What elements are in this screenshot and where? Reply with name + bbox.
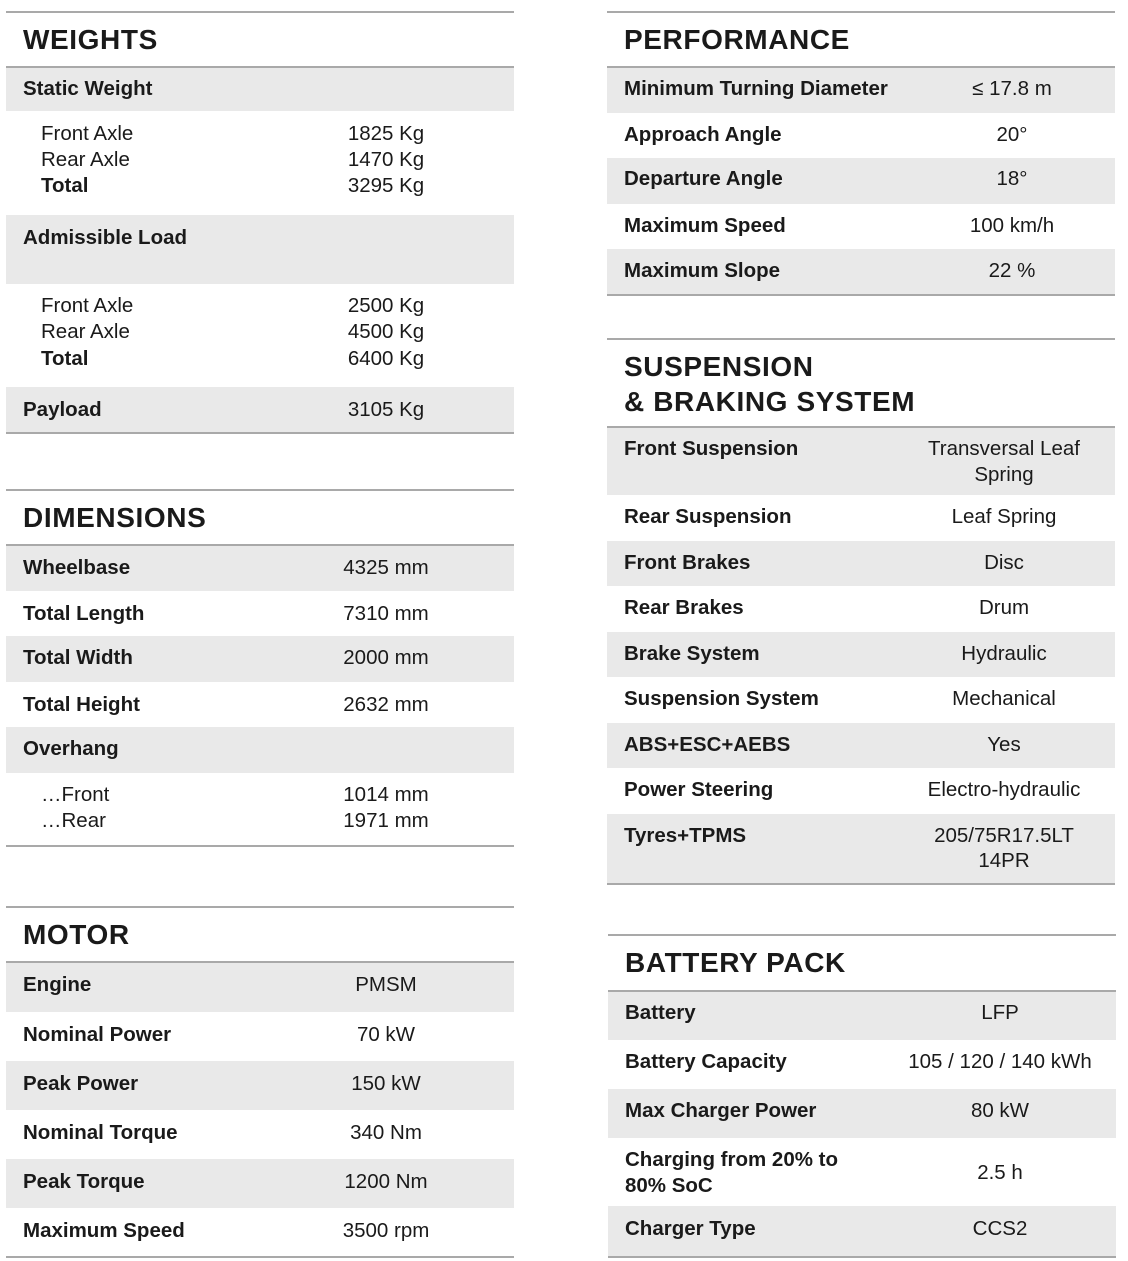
suspension-row (607, 723, 1115, 768)
suspension-value: Hydraulic (961, 642, 1047, 665)
suspension-label: Rear Brakes (624, 596, 744, 619)
admissible-rear-axle-value: 4500 Kg (347, 320, 425, 343)
motor-label: Engine (23, 973, 92, 996)
battery-value: 2.5 h (977, 1161, 1023, 1184)
weights-section (6, 11, 514, 435)
suspension-value: Yes (987, 733, 1021, 756)
suspension-value: Disc (984, 551, 1024, 574)
battery-value: LFP (981, 1001, 1019, 1024)
motor-value: 340 Nm (350, 1121, 422, 1144)
dimension-row (6, 546, 514, 591)
battery-value: 80 kW (970, 1099, 1030, 1122)
suspension-label: Power Steering (624, 778, 774, 801)
motor-row (6, 1208, 514, 1258)
suspension-value-line2: 14PR (978, 849, 1030, 872)
dimensions-section (6, 489, 514, 849)
weights-header (6, 11, 514, 68)
performance-value: ≤ 17.8 m (972, 77, 1052, 100)
motor-label: Nominal Power (23, 1023, 172, 1046)
battery-label: Battery Capacity (625, 1050, 787, 1073)
performance-row (607, 158, 1115, 204)
performance-value: 22 % (988, 259, 1036, 282)
performance-label: Approach Angle (624, 123, 782, 146)
suspension-value: Mechanical (952, 687, 1056, 710)
overhang-front-label: …Front (41, 783, 110, 806)
dimension-value: 2000 mm (343, 646, 429, 669)
admissible-total-value: 6400 Kg (347, 347, 425, 370)
static-front-axle-value: 1825 Kg (347, 122, 425, 145)
static-front-axle-label: Front Axle (41, 122, 134, 145)
performance-section (607, 11, 1115, 296)
dimension-value: 7310 mm (343, 602, 429, 625)
suspension-label: ABS+ESC+AEBS (624, 733, 791, 756)
suspension-row (607, 814, 1115, 885)
suspension-title-line2: & BRAKING SYSTEM (624, 386, 916, 417)
suspension-header (607, 338, 1115, 428)
motor-label: Peak Torque (23, 1170, 145, 1193)
suspension-value-line2: Spring (974, 463, 1034, 486)
overhang-rear-value: 1971 mm (343, 809, 429, 832)
static-weight-label: Static Weight (23, 77, 153, 100)
battery-row (608, 1206, 1116, 1258)
battery-header (608, 934, 1116, 992)
performance-row (607, 68, 1115, 113)
battery-row (608, 1089, 1116, 1138)
motor-row (6, 963, 514, 1012)
admissible-load-label: Admissible Load (23, 226, 188, 249)
suspension-row (607, 541, 1115, 586)
suspension-title-line1: SUSPENSION (624, 351, 814, 382)
performance-title: PERFORMANCE (624, 24, 850, 55)
motor-value: 1200 Nm (344, 1170, 428, 1193)
motor-value: 150 kW (351, 1072, 421, 1095)
performance-row (607, 204, 1115, 249)
dimension-value: 4325 mm (343, 556, 429, 579)
motor-label: Nominal Torque (23, 1121, 178, 1144)
static-total-value: 3295 Kg (347, 174, 425, 197)
battery-row (608, 1138, 1116, 1206)
motor-row (6, 1061, 514, 1110)
performance-label: Departure Angle (624, 167, 783, 190)
suspension-row (607, 677, 1115, 723)
dimension-label: Total Height (23, 693, 140, 716)
motor-row (6, 1012, 514, 1061)
suspension-label: Suspension System (624, 687, 819, 710)
performance-value: 18° (996, 167, 1028, 190)
admissible-front-axle-value: 2500 Kg (347, 294, 425, 317)
payload-label: Payload (23, 398, 102, 421)
suspension-row (607, 768, 1115, 814)
performance-label: Maximum Speed (624, 214, 786, 237)
suspension-value: Drum (978, 596, 1030, 619)
overhang-row (6, 727, 514, 773)
performance-value: 20° (996, 123, 1028, 146)
performance-row (607, 249, 1115, 296)
suspension-value: Leaf Spring (951, 505, 1057, 528)
motor-value: 3500 rpm (342, 1219, 430, 1242)
battery-section (608, 934, 1116, 1258)
suspension-row (607, 495, 1115, 541)
motor-row (6, 1110, 514, 1159)
dimension-row (6, 682, 514, 727)
motor-title: MOTOR (23, 919, 130, 950)
suspension-value: Electro-hydraulic (927, 778, 1081, 801)
static-rear-axle-value: 1470 Kg (347, 148, 425, 171)
admissible-front-axle-label: Front Axle (41, 294, 134, 317)
battery-label-line2: 80% SoC (625, 1174, 713, 1197)
performance-label: Maximum Slope (624, 259, 781, 282)
dimensions-header (6, 489, 514, 546)
suspension-value: 205/75R17.5LT (934, 824, 1074, 847)
suspension-label: Front Suspension (624, 437, 799, 460)
motor-row (6, 1159, 514, 1208)
overhang-label: Overhang (23, 737, 119, 760)
battery-label: Charging from 20% to (625, 1148, 838, 1171)
suspension-row (607, 428, 1115, 495)
battery-label: Charger Type (625, 1217, 756, 1240)
battery-row (608, 1040, 1116, 1089)
static-total-label: Total (41, 174, 89, 197)
overhang-rear-label: …Rear (41, 809, 106, 832)
dimensions-bottom-rule (6, 845, 514, 847)
battery-title: BATTERY PACK (625, 947, 846, 978)
suspension-row (607, 632, 1115, 677)
payload-value: 3105 Kg (347, 398, 425, 421)
admissible-rear-axle-label: Rear Axle (41, 320, 130, 343)
suspension-row (607, 586, 1115, 632)
motor-label: Maximum Speed (23, 1219, 185, 1242)
suspension-label: Brake System (624, 642, 760, 665)
admissible-load-row (6, 215, 514, 284)
performance-value: 100 km/h (969, 214, 1055, 237)
dimension-label: Wheelbase (23, 556, 131, 579)
battery-label: Max Charger Power (625, 1099, 817, 1122)
performance-label: Minimum Turning Diameter (624, 77, 888, 100)
static-rear-axle-label: Rear Axle (41, 148, 130, 171)
suspension-label: Rear Suspension (624, 505, 792, 528)
motor-label: Peak Power (23, 1072, 139, 1095)
dimension-label: Total Length (23, 602, 145, 625)
motor-header (6, 906, 514, 963)
battery-value: 105 / 120 / 140 kWh (908, 1050, 1092, 1073)
performance-row (607, 113, 1115, 158)
suspension-value: Transversal Leaf (928, 437, 1080, 460)
battery-row (608, 992, 1116, 1040)
performance-header (607, 11, 1115, 68)
dimensions-title: DIMENSIONS (23, 502, 207, 533)
battery-label: Battery (625, 1001, 696, 1024)
suspension-label: Front Brakes (624, 551, 751, 574)
admissible-total-label: Total (41, 347, 89, 370)
weights-title: WEIGHTS (23, 24, 158, 55)
motor-section (6, 906, 514, 1258)
payload-row (6, 387, 514, 434)
suspension-label: Tyres+TPMS (624, 824, 747, 847)
motor-value: 70 kW (356, 1023, 416, 1046)
suspension-section (607, 338, 1115, 885)
dimension-row (6, 591, 514, 636)
battery-value: CCS2 (972, 1217, 1028, 1240)
dimension-row (6, 636, 514, 682)
dimension-value: 2632 mm (343, 693, 429, 716)
overhang-front-value: 1014 mm (343, 783, 429, 806)
static-weight-row (6, 68, 514, 111)
dimension-label: Total Width (23, 646, 133, 669)
motor-value: PMSM (355, 973, 417, 996)
